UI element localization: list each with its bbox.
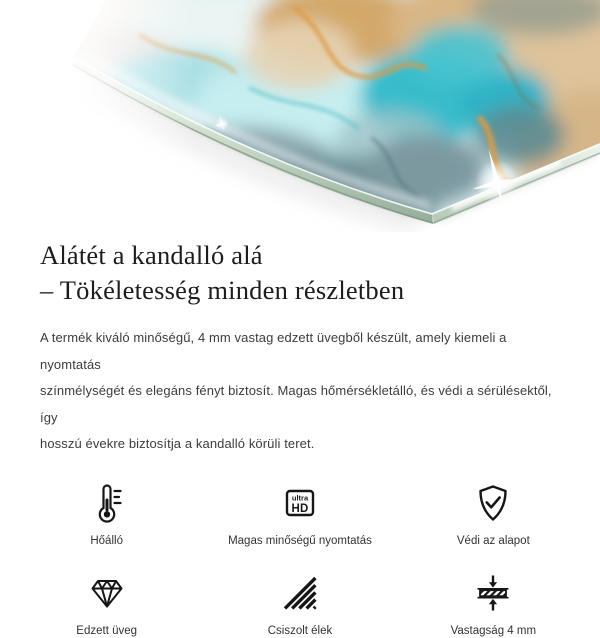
thermometer-icon [84,480,130,526]
feature-thickness-4mm [397,570,590,638]
feature-polished-edges [203,570,396,638]
product-description [40,325,560,458]
feature-tempered-glass [10,570,203,638]
product-description-section [0,238,600,638]
shield-check-icon [470,480,516,526]
feature-label: Vastagság 4 mm [450,624,537,637]
feature-label: Edzett üveg [76,624,138,637]
feature-label: Csiszolt élek [267,624,333,637]
glass-panel-image [0,0,600,232]
thickness-4mm-icon [470,570,516,616]
feature-protects-base [397,480,590,548]
ultra-hd-badge-bottom: HD [291,502,309,515]
section-title [40,238,560,308]
description-line: színmélységét és elegáns fényt biztosít. Magas hőmérsékletálló, és védi a sérülésektől, így [40,383,552,425]
polished-edges-icon [277,570,323,616]
description-line: hosszú évekre biztosítja a kandalló körüli teret. [40,436,315,451]
ultra-hd-badge-top: ultra [291,493,309,502]
section-title-line2: – Tökéletesség minden részletben [40,275,405,305]
feature-label: Védi az alapot [456,534,530,547]
feature-grid [10,480,590,638]
section-title-line1: Alátét a kandalló alá [40,240,263,270]
feature-ultra-hd-print [203,480,396,548]
feature-label: Hőálló [90,534,123,547]
photo-fade [0,0,195,232]
feature-label: Magas minőségű nyomtatás [228,534,372,547]
product-photo [0,0,600,232]
feature-heat-resistant [10,480,203,548]
diamond-icon [84,570,130,616]
ultra-hd-icon [277,480,323,526]
description-line: A termék kiváló minőségű, 4 mm vastag edzett üvegből készült, amely kiemeli a nyomtatás [40,330,507,372]
